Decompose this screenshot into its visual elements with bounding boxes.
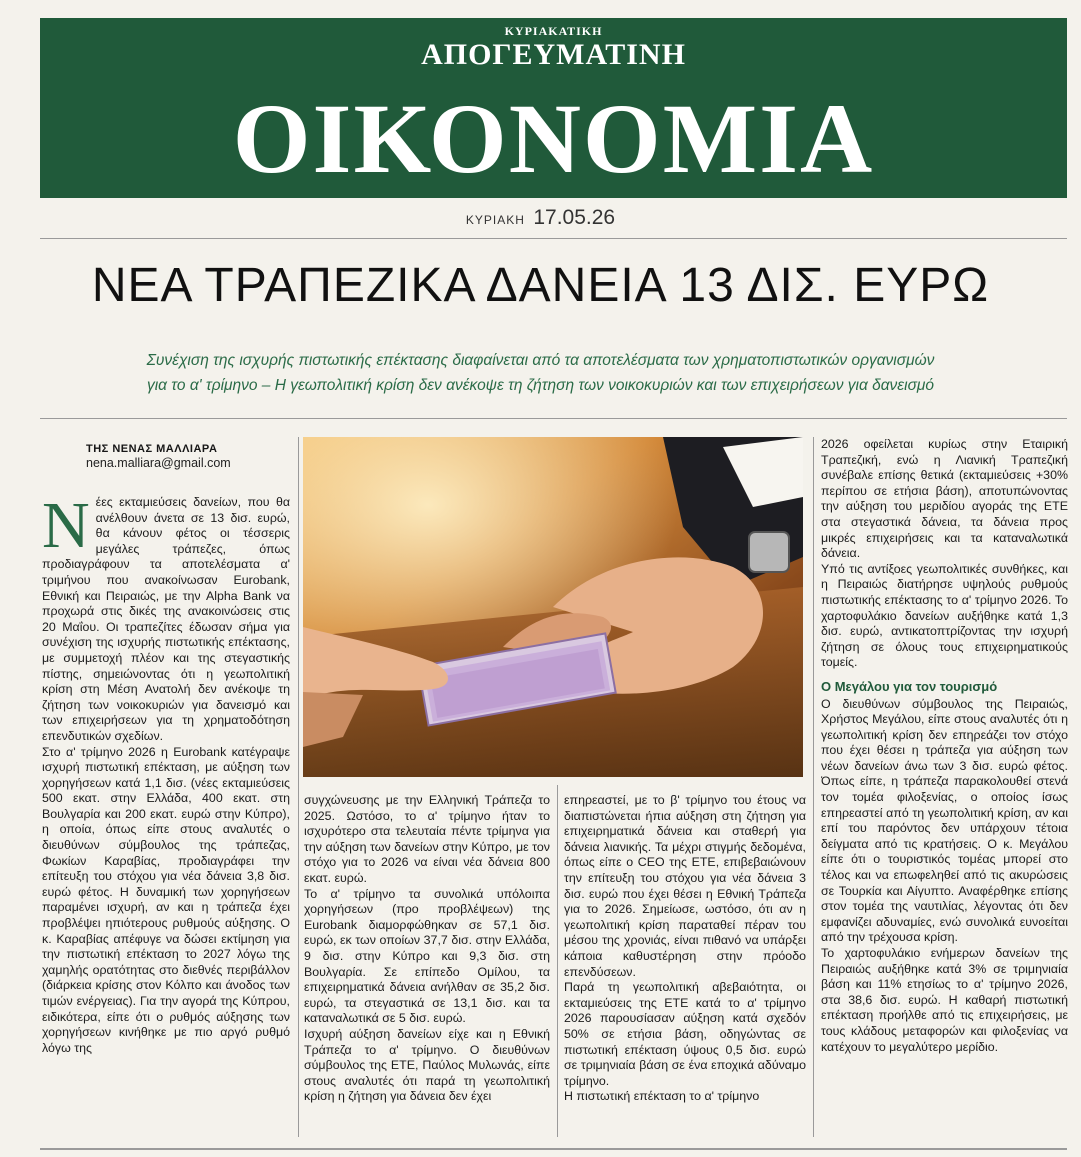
- dateline-date: 17.05.26: [533, 206, 616, 229]
- banknotes-photo-image: [303, 437, 803, 777]
- paragraph: Η πιστωτική επέκταση το α' τρίμηνο: [564, 1089, 760, 1104]
- column-divider: [813, 437, 814, 1137]
- article-column-4: [821, 437, 1068, 1135]
- paragraph: Το χαρτοφυλάκιο ενήμερων δανείων της Πειραιώς αυξήθηκε κατά 3% σε τριμηνιαία βάση και 11% ετησίως το α' τρίμηνο 2026, στα 38,6 δισ. ευρώ. Η καθαρή πιστωτική επέκταση προήλθε από τις επιχειρήσεις, με τους κλάδους μεταφορών και φιλοξενίας να κατέχουν το μεγαλύτερο μερίδιο.: [821, 946, 1068, 1054]
- article-column-1: [42, 495, 290, 1135]
- newspaper-name: ΑΠΟΓΕΥΜΑΤΙΝΗ: [421, 38, 686, 71]
- paragraph: 2026 οφείλεται κυρίως στην Εταιρική Τραπεζική, ενώ η Λιανική Τραπεζική συνέβαλε επίσης θετικά (εκταμιεύσεις +30% περίπου σε ετήσια βάση), αποτυπώνοντας την αύξηση του μεριδίου αγοράς της ΕΤΕ στα στεγαστικά δάνεια, τα δάνεια προς μικρές επιχειρήσεις και τα καταναλωτικά δάνεια.: [821, 437, 1068, 561]
- divider: [40, 418, 1067, 419]
- dateline-day: ΚΥΡΙΑΚΗ: [465, 213, 525, 227]
- column-divider: [298, 437, 299, 1137]
- paragraph: Ισχυρή αύξηση δανείων είχε και η Εθνική Τράπεζα το α' τρίμηνο. Ο διευθύνων σύμβουλος της ΕΤΕ, Παύλος Μυλωνάς, είπε στους αναλυτές ότι παρά τη γεωπολιτική κρίση η ζήτηση για δάνεια δεν έχει: [304, 1026, 550, 1104]
- paragraph: Παρά τη γεωπολιτική αβεβαιότητα, οι εκταμιεύσεις της ΕΤΕ κατά το α' τρίμηνο 2026 παρουσίασαν αύξηση κατά σχεδόν 50% σε ετήσια βάση, οδηγώντας σε πιστωτική επέκταση ύψους 0,5 δισ. ευρώ σε τριμηνιαία βάση σε ένα εποχικά αδύναμο τρίμηνο.: [564, 980, 806, 1088]
- divider: [40, 1148, 1067, 1150]
- crosshead: Ο Μεγάλου για τον τουρισμό: [821, 678, 998, 694]
- paragraph: επηρεαστεί, με το β' τρίμηνο του έτους να διαπιστώνεται ήπια αύξηση στη ζήτηση για επιχειρηματικά δάνεια και σταθερή για δάνεια λιανικής. Τα μέχρι στιγμής δεδομένα, όπως είπε ο CEO της ΕΤΕ, επιβεβαιώνουν την επίτευξη του στόχου για νέα δάνεια 3 δισ. ευρώ που έχει θέσει η Εθνική Τράπεζα για το 2026. Σημείωσε, ωστόσο, ότι αν η γεωπολιτική κρίση παραταθεί πέραν του μέσου της χρονιάς, είναι πιθανό να υπάρξει κάποια καθυστέρηση στην πρόοδο επενδύσεων.: [564, 793, 806, 979]
- paragraph: Το α' τρίμηνο τα συνολικά υπόλοιπα χορηγήσεων (προ προβλέψεων) της Eurobank διαμορφώθηκαν σε 57,1 δισ. ευρώ, εκ των οποίων 37,7 δισ. στην Ελλάδα, 9 δισ. στην Κύπρο και 9,3 δισ. στη Βουλγαρία. Σε επίπεδο Ομίλου, τα επιχειρηματικά δάνεια ανήλθαν σε 35,2 δισ. ευρώ, τα στεγαστικά σε 13,1 δισ. και τα καταναλωτικά σε 5 δισ. ευρώ.: [304, 886, 550, 1026]
- byline: ΤΗΣ ΝΕΝΑΣ ΜΑΛΛΙΑΡΑ: [86, 443, 218, 455]
- author-email: nena.malliara@gmail.com: [86, 456, 231, 470]
- column-divider: [557, 785, 558, 1137]
- section-title: ΟΙΚΟΝΟΜΙΑ: [232, 83, 875, 194]
- article-subhead: [0, 348, 1081, 398]
- paragraph: Υπό τις αντίξοες γεωπολιτικές συνθήκες, και η Πειραιώς διατήρησε υψηλούς ρυθμούς πιστωτικής επέκτασης το α' τρίμηνο 2026. Το χαρτοφυλάκιο δανείων αυξήθηκε κατά 1,3 δισ. ευρώ, αντικατοπτρίζοντας την ισχυρή ζήτηση σε όλους τους επιχειρηματικούς τομείς.: [821, 561, 1068, 670]
- paragraph: Στο α' τρίμηνο 2026 η Eurobank κατέγραψε ισχυρή πιστωτική επέκταση, με αύξηση των χορηγήσεων κατά 1,1 δισ. (νέες εκταμιεύσεις 500 εκατ. στην Ελλάδα, 400 εκατ. στη Βουλγαρία και 200 εκατ. ευρώ στην Κύπρο), η οποία, όπως είπε στους αναλυτές ο διευθύνων σύμβουλος της τράπεζας, Φωκίων Καραβίας, προδιαγράφει την επίτευξη του στόχου για νέα δάνεια 3,8 δισ. ευρώ φέτος. Η δυναμική των χορηγήσεων παραμένει ισχυρή, αν και η τράπεζα έχει προβλέψει ηπιότερους ρυθμούς αύξησης. Ο κ. Καραβίας απέφυγε να δώσει εκτίμηση για την πιστωτική επέκταση το 2027 λόγω της χαμηλής ορατότητας στο διεθνές περιβάλλον (διάρκεια κρίσης στον Κόλπο και άνοδος των τιμών ενέργειας). Για την αγορά της Κύπρου, ειδικότερα, είπε ότι ο ρυθμός αύξησης των χορηγήσεων κινήθηκε με πιο αργό ρυθμό λόγω της: [42, 744, 290, 1055]
- article-column-2: [304, 793, 550, 1133]
- drop-cap: Ν: [42, 495, 90, 562]
- subhead-line: Συνέχιση της ισχυρής πιστωτικής επέκτασης διαφαίνεται από τα αποτελέσματα των χρηματοπιστωτικών οργανισμών: [146, 352, 935, 369]
- paragraph: συγχώνευσης με την Ελληνική Τράπεζα το 2025. Ωστόσο, το α' τρίμηνο ήταν το ισχυρότερο στα τελευταία πέντε τρίμηνα για την αύξηση των δανείων στην Κύπρο, με τον στόχο για το 2026 να είναι νέα δάνεια 800 εκατ. ευρώ.: [304, 793, 550, 885]
- article-headline: ΝΕΑ ΤΡΑΠΕΖΙΚΑ ΔΑΝΕΙΑ 13 ΔΙΣ. ΕΥΡΩ: [91, 259, 990, 312]
- dateline: [0, 206, 1081, 230]
- masthead-kicker: ΚΥΡΙΑΚΑΤΙΚΗ: [504, 24, 603, 38]
- divider: [40, 238, 1067, 239]
- article-column-3: [564, 793, 806, 1133]
- paragraph: Ο διευθύνων σύμβουλος της Πειραιώς, Χρήστος Μεγάλου, είπε στους αναλυτές ότι η γεωπολιτική κρίση δεν επηρεάζει τον στόχο που έχει θέσει η τράπεζα για αύξηση των νέων δανείων άνω των 3 δισ. ευρώ φέτος. Όπως είπε, η τράπεζα παρακολουθεί στενά τον τομέα φιλοξενίας, ο οποίος ίσως επηρεαστεί από τη γεωπολιτική κρίση, αν και επί του παρόντος δεν υπάρχουν τέτοια δείγματα από τις κρατήσεις. Ο κ. Μεγάλου είπε ότι ο τουριστικός τομέας μπορεί στο τέλος και να επωφεληθεί από τις ακυρώσεις σε Τουρκία και Αίγυπτο. Αναφέρθηκε επίσης στον τομέα της ναυτιλίας, λέγοντας ότι δεν εμφανίζει αδυναμίες, ενώ συνολικά ευνοείται από την τρέχουσα κρίση.: [821, 696, 1068, 945]
- subhead-line: για το α' τρίμηνο – Η γεωπολιτική κρίση δεν ανέκοψε τη ζήτηση των νοικοκυριών και των επιχειρήσεων για δανεισμό: [146, 377, 935, 394]
- article-photo: [303, 437, 803, 777]
- masthead: [40, 18, 1067, 198]
- paragraph: Νέες εκταμιεύσεις δανείων, που θα ανέλθουν άνετα σε 13 δισ. ευρώ, θα κάνουν φέτος οι τέσσερις μεγάλες τράπεζες, όπως προδιαγράφουν τα αποτελέσματα α' τριμήνου που ανακοίνωσαν Eurobank, Εθνική και Πειραιώς, με την Alpha Bank να προχωρά στις δικές της ανακοινώσεις στις 20 Μαΐου. Οι τραπεζίτες έδωσαν σήμα για συνέχιση της ισχυρής πιστωτικής επέκτασης, με συμμετοχή πλέον και της στεγαστικής πίστης, σημειώνοντας ότι η γεωπολιτική κρίση στη Μέση Ανατολή δεν ανέκοψε τη ζήτηση των νοικοκυριών για δανεισμό και των επιχειρήσεων για τη χρηματοδότηση επενδυτικών σχεδίων.: [42, 495, 290, 743]
